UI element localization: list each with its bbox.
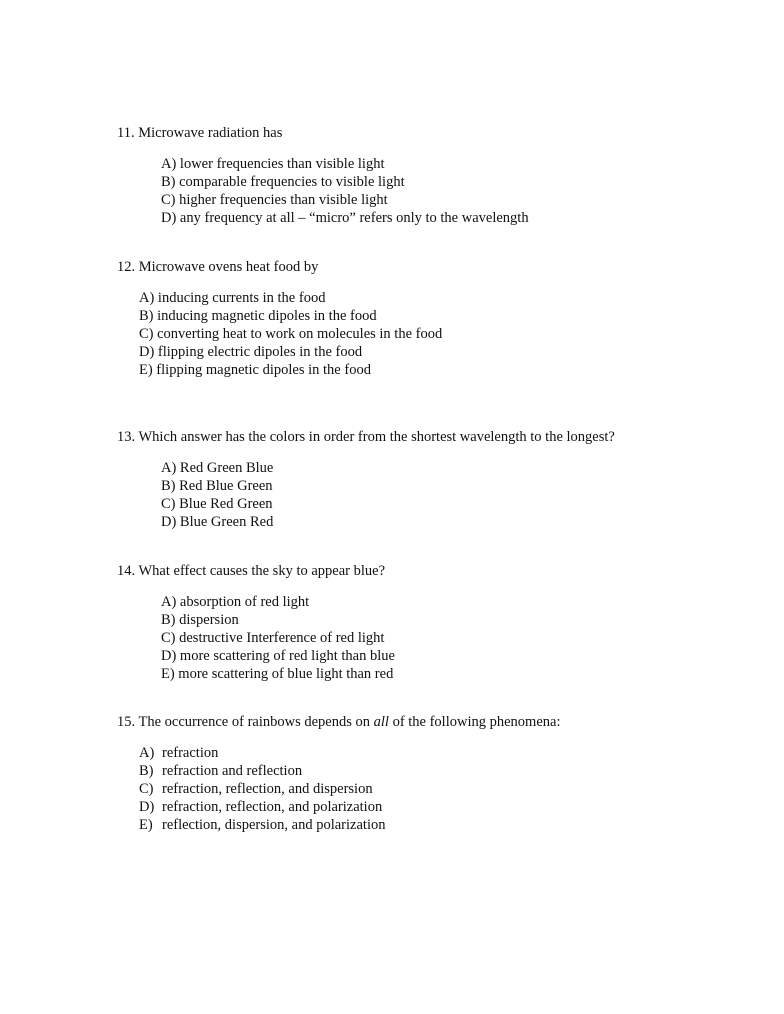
answer-option: E) flipping magnetic dipoles in the food [139, 362, 371, 378]
option-letter: C) [139, 781, 154, 797]
question-15 [117, 713, 737, 834]
stem-text-before: 15. The occurrence of rainbows depends on [117, 714, 374, 730]
answer-option: B) comparable frequencies to visible light [161, 174, 405, 190]
option-text: refraction [162, 745, 219, 761]
answer-option: A) absorption of red light [161, 594, 310, 610]
answer-option: E) more scattering of blue light than red [161, 666, 394, 682]
answer-option: D) more scattering of red light than blue [161, 648, 395, 664]
answer-option [139, 780, 737, 798]
question-14 [117, 562, 737, 683]
question-11 [117, 124, 737, 227]
answer-options [161, 155, 737, 227]
question-stem [117, 713, 737, 731]
answer-option: A) lower frequencies than visible light [161, 156, 385, 172]
stem-emphasis: all [373, 714, 389, 730]
question-stem: 11. Microwave radiation has [117, 125, 283, 141]
answer-option: D) any frequency at all – “micro” refers only to the wavelength [161, 210, 529, 226]
option-text: refraction, reflection, and dispersion [162, 781, 373, 797]
option-text: refraction and reflection [162, 763, 303, 779]
answer-option: A) inducing currents in the food [139, 290, 326, 306]
option-letter: B) [139, 763, 154, 779]
answer-options [139, 289, 737, 379]
answer-option: C) destructive Interference of red light [161, 630, 385, 646]
answer-option [139, 744, 737, 762]
question-12 [117, 258, 737, 379]
option-text: reflection, dispersion, and polarization [162, 817, 386, 833]
answer-options [161, 593, 737, 683]
answer-option: D) flipping electric dipoles in the food [139, 344, 363, 360]
answer-option: C) higher frequencies than visible light [161, 192, 388, 208]
option-text: refraction, reflection, and polarization [162, 799, 383, 815]
answer-option: C) Blue Red Green [161, 496, 273, 512]
option-letter: A) [139, 745, 155, 761]
answer-options [139, 744, 737, 834]
answer-option: B) inducing magnetic dipoles in the food [139, 308, 377, 324]
answer-option [139, 762, 737, 780]
answer-option: C) converting heat to work on molecules in the food [139, 326, 443, 342]
answer-option: B) dispersion [161, 612, 239, 628]
question-13 [117, 428, 737, 531]
option-letter: E) [139, 817, 153, 833]
question-stem: 12. Microwave ovens heat food by [117, 259, 319, 275]
answer-option: A) Red Green Blue [161, 460, 274, 476]
answer-option [139, 798, 737, 816]
answer-options [161, 459, 737, 531]
question-stem: 14. What effect causes the sky to appear blue? [117, 563, 386, 579]
option-letter: D) [139, 799, 155, 815]
answer-option: B) Red Blue Green [161, 478, 273, 494]
answer-option: D) Blue Green Red [161, 514, 274, 530]
question-stem: 13. Which answer has the colors in order from the shortest wavelength to the longest? [117, 429, 615, 445]
answer-option [139, 816, 737, 834]
stem-text-after: of the following phenomena: [388, 714, 561, 730]
